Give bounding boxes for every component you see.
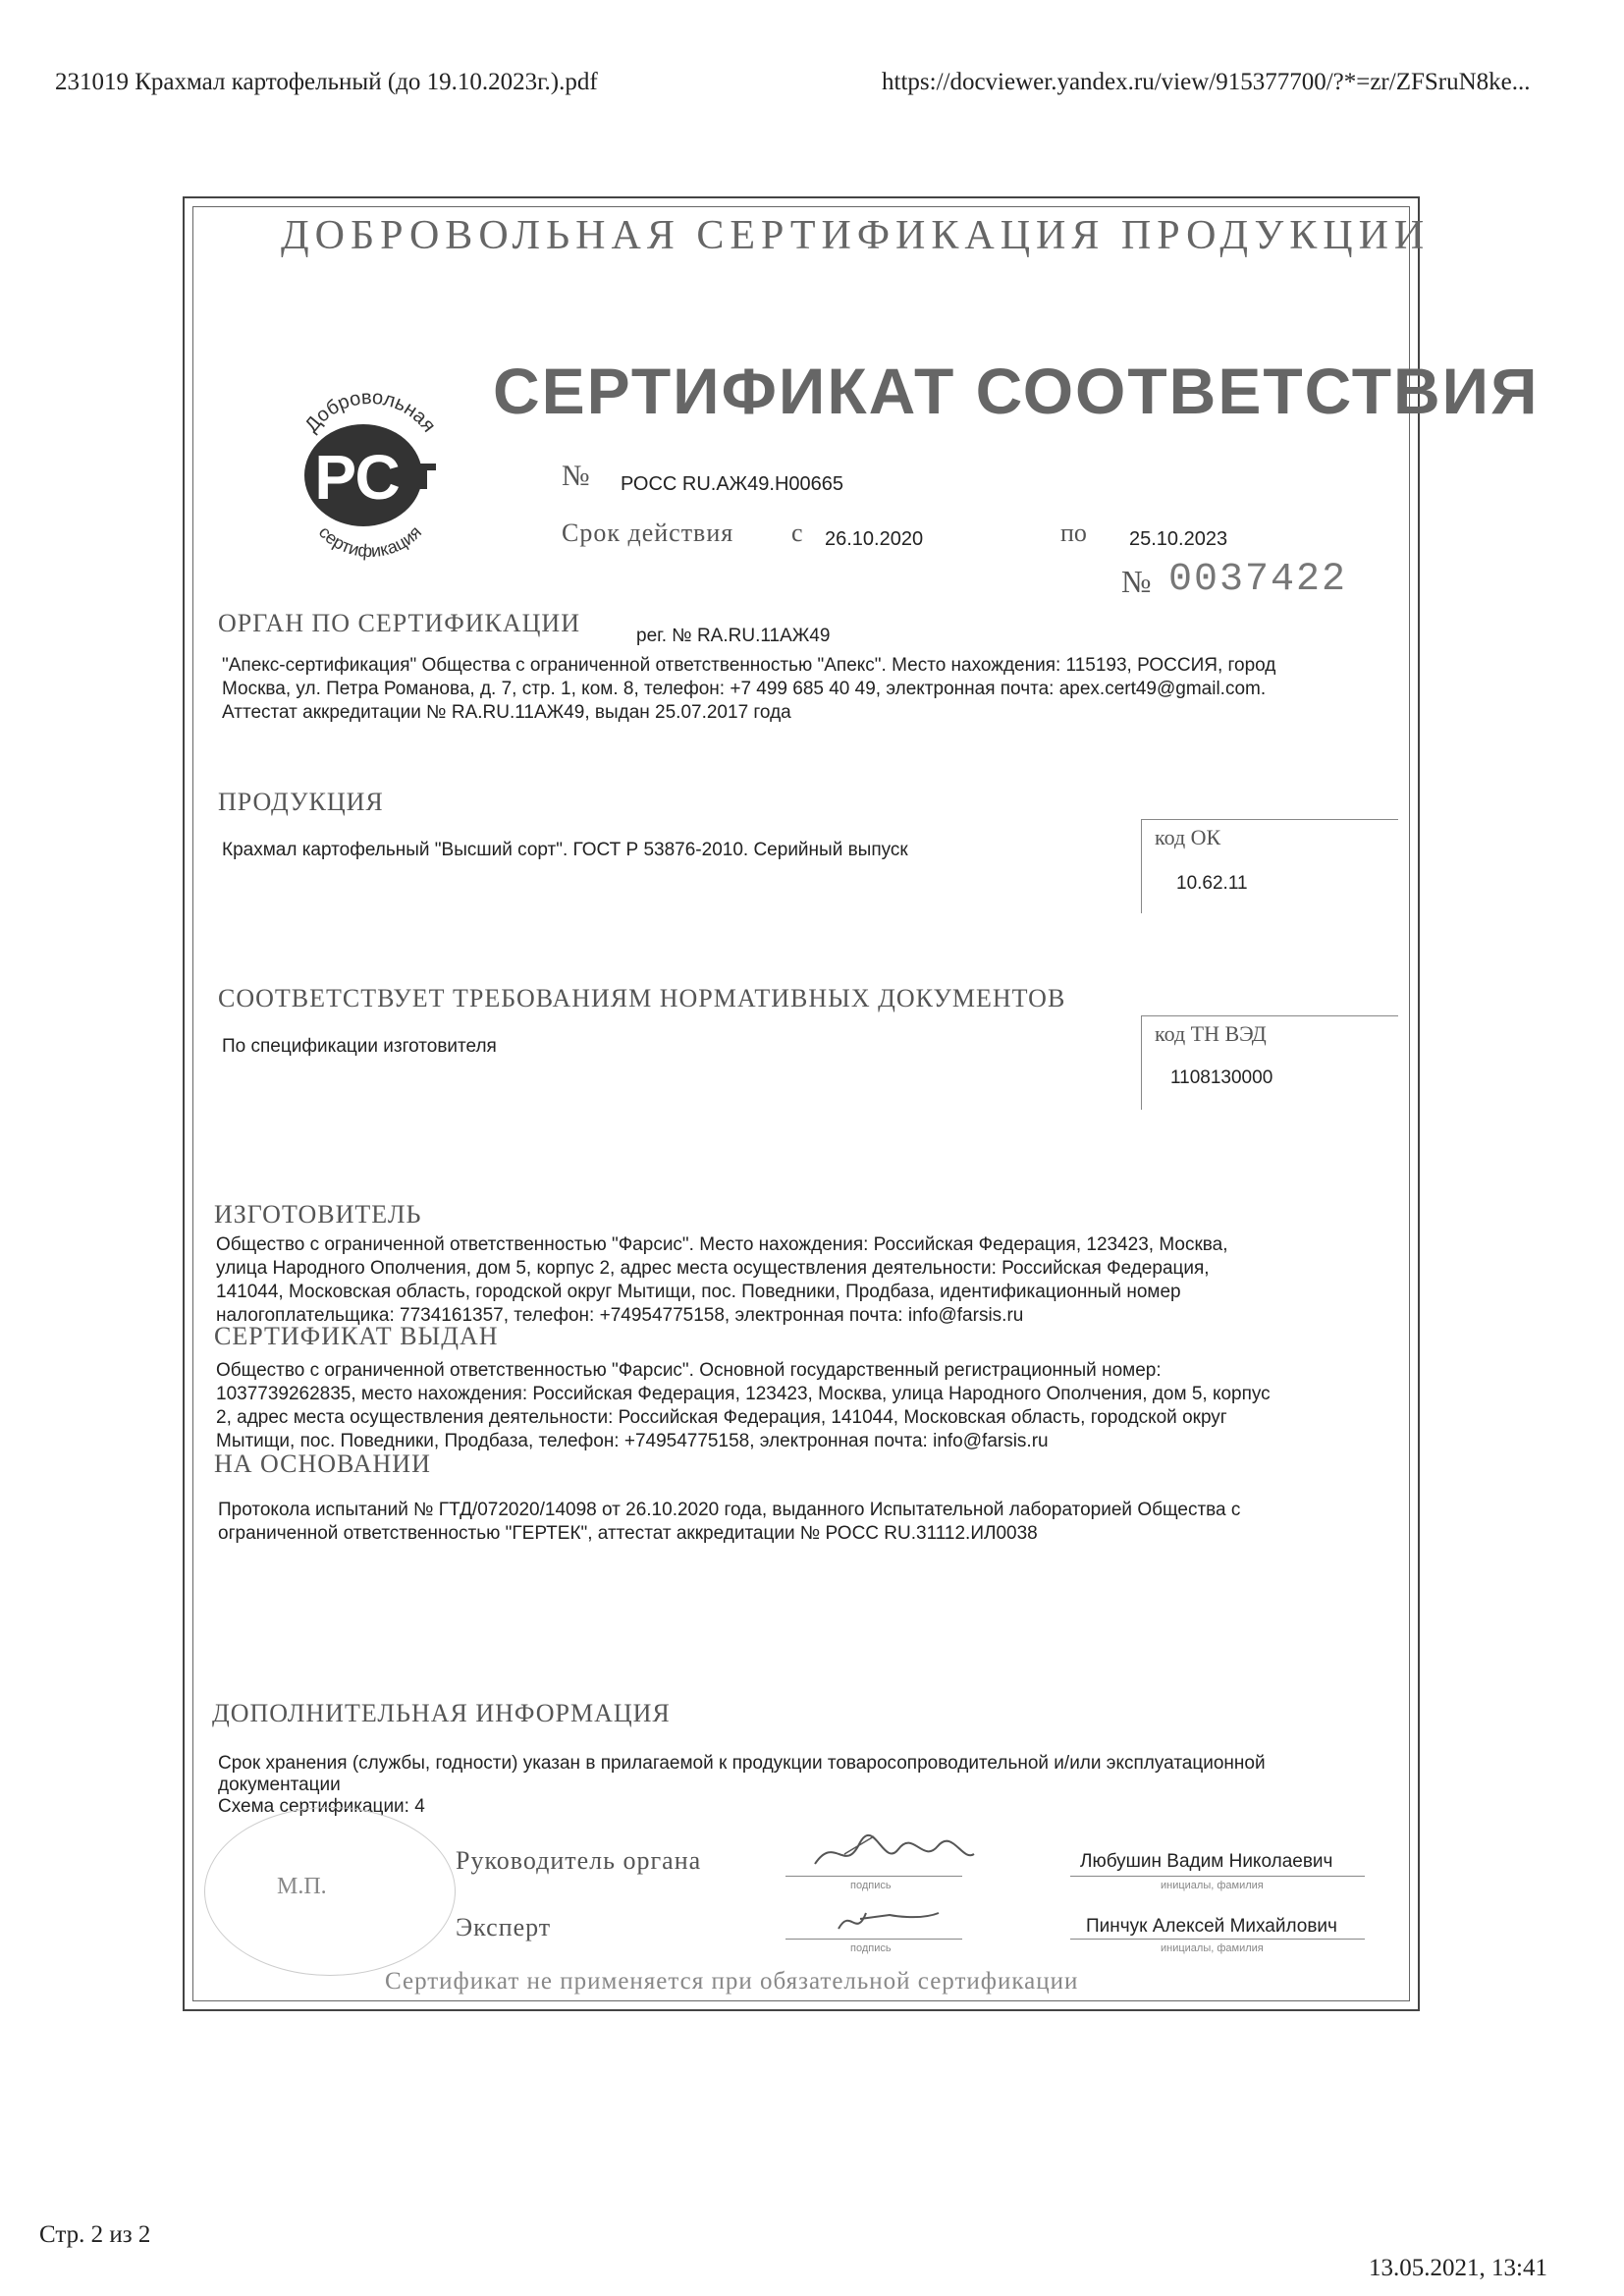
logo-arc-bottom: сертификация: [314, 521, 426, 562]
conforms-heading: СООТВЕТСТВУЕТ ТРЕБОВАНИЯМ НОРМАТИВНЫХ ДОКУМЕНТОВ: [218, 984, 1066, 1012]
logo-letters: РС: [314, 442, 401, 513]
issued-heading: СЕРТИФИКАТ ВЫДАН: [214, 1322, 499, 1350]
validity-to-label: по: [1060, 519, 1087, 547]
body-line: Москва, ул. Петра Романова, д. 7, стр. 1, ком. 8, телефон: +7 499 685 40 49, электронная почта: apex.cert49@gmail.com.: [222, 679, 1267, 699]
head-name-caption: инициалы, фамилия: [1161, 1880, 1264, 1891]
tnved-label: код ТН ВЭД: [1155, 1021, 1267, 1046]
body-line: Аттестат аккредитации № RA.RU.11АЖ49, выдан 25.07.2017 года: [222, 702, 791, 723]
basis-line: Протокола испытаний № ГТД/072020/14098 от 26.10.2020 года, выданного Испытательной лабораторией Общества с: [218, 1500, 1241, 1520]
manufacturer-line: 141044, Московская область, городской округ Мытищи, пос. Поведники, Продбаза, идентификационный номер: [216, 1282, 1181, 1302]
product-description: Крахмал картофельный "Высший сорт". ГОСТ Р 53876-2010. Серийный выпуск: [222, 840, 908, 860]
expert-signature-caption: подпись: [850, 1942, 892, 1954]
expert-label: Эксперт: [456, 1913, 552, 1941]
manufacturer-line: налогоплательщика: 7734161357, телефон: +74954775158, электронная почта: info@farsis.ru: [216, 1305, 1024, 1326]
footer-note: Сертификат не применяется при обязательной сертификации: [385, 1968, 1079, 1995]
issued-line: 2, адрес места осуществления деятельности: Российская Федерация, 141044, Московская область, городской округ: [216, 1407, 1227, 1428]
basis-heading: НА ОСНОВАНИИ: [214, 1449, 431, 1478]
additional-line: документации: [218, 1775, 341, 1795]
expert-signature-line: [785, 1939, 962, 1940]
body-heading: ОРГАН ПО СЕРТИФИКАЦИИ: [218, 609, 580, 637]
additional-line: Срок хранения (службы, годности) указан в прилагаемой к продукции товаросопроводительной и/или эксплуатационной: [218, 1753, 1266, 1774]
manufacturer-heading: ИЗГОТОВИТЕЛЬ: [214, 1200, 422, 1229]
svg-text:сертификация: [315, 522, 425, 562]
product-heading: ПРОДУКЦИЯ: [218, 788, 384, 816]
head-signature-caption: подпись: [850, 1880, 892, 1891]
stamp-circle: [204, 1807, 456, 1976]
additional-line: Схема сертификации: 4: [218, 1796, 425, 1817]
expert-name-caption: инициалы, фамилия: [1161, 1942, 1264, 1954]
head-name: Любушин Вадим Николаевич: [1080, 1851, 1333, 1872]
blank-number-label: №: [1121, 564, 1152, 599]
tnved-value: 1108130000: [1170, 1067, 1273, 1088]
certification-logo: [279, 381, 461, 564]
okp-box-side: [1141, 819, 1142, 913]
expert-signature: [831, 1899, 948, 1942]
validity-from-date: 26.10.2020: [825, 528, 924, 550]
validity-label: Срок действия: [562, 519, 734, 547]
expert-name-line: [1070, 1939, 1365, 1940]
logo-arc-top: Добровольная: [300, 386, 440, 437]
head-signature: [805, 1825, 982, 1884]
basis-line: ограниченной ответственностью "ГЕРТЕК", аттестат аккредитации № РОСС RU.31112.ИЛ0038: [218, 1523, 1038, 1544]
head-signature-line: [785, 1876, 962, 1877]
stamp-label: М.П.: [277, 1874, 327, 1899]
issued-line: Мытищи, пос. Поведники, Продбаза, телефон: +74954775158, электронная почта: info@farsis.ru: [216, 1431, 1049, 1451]
body-line: "Апекс-сертификация" Общества с ограниченной ответственностью "Апекс". Место нахождения: 115193, РОССИЯ, город: [222, 655, 1276, 676]
certificate-number: РОСС RU.АЖ49.Н00665: [621, 473, 844, 495]
issued-line: 1037739262835, место нахождения: Российская Федерация, 123423, Москва, улица Народного Ополчения, дом 5, корпус: [216, 1384, 1271, 1404]
validity-from-label: с: [791, 519, 803, 547]
okp-box-top: [1141, 819, 1398, 820]
okp-value: 10.62.11: [1176, 873, 1248, 894]
document-filename: 231019 Крахмал картофельный (до 19.10.2023г.).pdf: [55, 69, 598, 95]
print-datetime: 13.05.2021, 13:41: [1369, 2255, 1547, 2281]
head-name-line: [1070, 1876, 1365, 1877]
conforms-text: По спецификации изготовителя: [222, 1036, 497, 1057]
certificate-banner: ДОБРОВОЛЬНАЯ СЕРТИФИКАЦИЯ ПРОДУКЦИИ: [281, 213, 1431, 258]
blank-number: 0037422: [1168, 558, 1348, 602]
issued-line: Общество с ограниченной ответственностью "Фарсис". Основной государственный регистрационный номер:: [216, 1360, 1162, 1381]
okp-label: код ОК: [1155, 825, 1221, 849]
number-label: №: [562, 460, 590, 492]
page-counter: Стр. 2 из 2: [39, 2221, 151, 2248]
certificate-title: СЕРТИФИКАТ СООТВЕТСТВИЯ: [493, 355, 1540, 427]
head-label: Руководитель органа: [456, 1846, 702, 1875]
tnved-box-side: [1141, 1015, 1142, 1110]
manufacturer-line: Общество с ограниченной ответственностью "Фарсис". Место нахождения: Российская Федерация, 123423, Москва,: [216, 1234, 1228, 1255]
validity-to-date: 25.10.2023: [1129, 528, 1228, 550]
body-registration: рег. № RA.RU.11АЖ49: [636, 626, 831, 646]
manufacturer-line: улица Народного Ополчения, дом 5, корпус 2, адрес места осуществления деятельности: Российская Федерация,: [216, 1258, 1210, 1279]
expert-name: Пинчук Алексей Михайлович: [1086, 1916, 1337, 1937]
document-url[interactable]: https://docviewer.yandex.ru/view/915377700/?*=zr/ZFSruN8ke...: [882, 69, 1531, 95]
additional-heading: ДОПОЛНИТЕЛЬНАЯ ИНФОРМАЦИЯ: [212, 1699, 671, 1727]
tnved-box-top: [1141, 1015, 1398, 1016]
rst-mark-icon: [279, 381, 461, 564]
